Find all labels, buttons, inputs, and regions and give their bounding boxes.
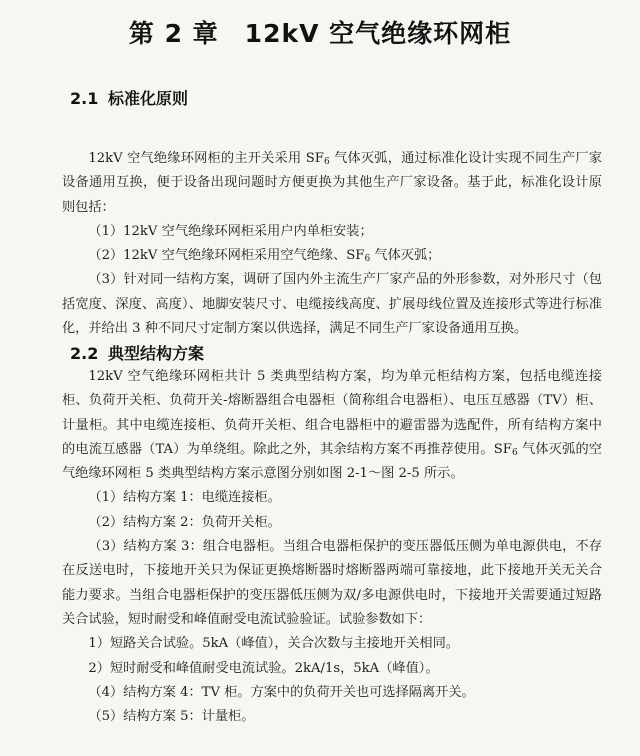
list-item: （4）结构方案 4：TV 柜。方案中的负荷开关也可选择隔离开关。 <box>88 684 475 700</box>
list-item: （1）12kV 空气绝缘环网柜采用户内单柜安装； <box>88 223 373 239</box>
chapter-number: 第 2 章 <box>128 19 219 48</box>
text-run: 气体灭弧，通过标准化设计实现不同生产厂家设备通用互换，便于设备出现问题时方便更换为其他生产厂家设备。基于此，标准化设计原则包括： <box>62 151 602 215</box>
section-2-1-heading <box>70 86 188 109</box>
section-title: 标准化原则 <box>108 89 189 108</box>
subscript: 6 <box>323 157 330 167</box>
section-2-2-body <box>62 365 602 729</box>
list-item: （2）结构方案 2：负荷开关柜。 <box>88 514 281 530</box>
list-item: （3）针对同一结构方案，调研了国内外主流生产厂家产品的外形参数，对外形尺寸（包括宽度、深度、高度）、地脚安装尺寸、电缆接线高度、扩展母线位置及连接形式等进行标准化，并给出 3 种不同尺寸定制方案以供选择，满足不同生产厂家设备通用互换。 <box>62 272 602 337</box>
text-run: 12kV 空气绝缘环网柜的主开关采用 SF <box>88 151 324 166</box>
section-number: 2.1 <box>70 89 99 108</box>
text-run: 12kV 空气绝缘环网柜共计 5 类典型结构方案，均为单元柜结构方案，包括电缆连接柜、负荷开关柜、负荷开关-熔断器组合电器柜（简称组合电器柜）、电压互感器（TV）柜、计量柜。其中电缆连接柜、负荷开关柜、组合电器柜中的避雷器为选配件，所有结构方案中的电流互感器（TA）为单绕组。除此之外，其余结构方案不再推荐使用。SF <box>62 369 602 457</box>
section-title: 典型结构方案 <box>108 344 205 363</box>
list-item <box>62 244 602 268</box>
sub-list-item: 2）短时耐受和峰值耐受电流试验。2kA/1s，5kA（峰值）。 <box>88 660 439 676</box>
paragraph <box>62 147 602 220</box>
text-run: 气体灭弧的空气绝缘环网柜 5 类典型结构方案示意图分别如图 2-1～图 2-5 所示。 <box>62 441 602 482</box>
text-run: 气体灭弧； <box>370 248 441 264</box>
list-item: （3）结构方案 3：组合电器柜。当组合电器柜保护的变压器低压侧为单电源供电，不存在反送电时，下接地开关只为保证更换熔断器时熔断器两端可靠接地，此下接地开关无关合能力要求。当组合电器柜保护的变压器低压侧为双/多电源供电时，下接地开关需要通过短路关合试验，短时耐受和峰值耐受电流试验验证。试验参数如下： <box>62 539 602 627</box>
section-2-2-heading <box>70 341 204 364</box>
chapter-name: 12kV 空气绝缘环网柜 <box>244 19 512 48</box>
list-item: （1）结构方案 1：电缆连接柜。 <box>88 490 281 506</box>
sub-list-item: 1）短路关合试验。5kA（峰值），关合次数与主接地开关相同。 <box>88 636 459 652</box>
subscript: 6 <box>364 254 371 265</box>
subscript: 6 <box>511 447 518 458</box>
text-run: （2）12kV 空气绝缘环网柜采用空气绝缘、SF <box>88 248 365 264</box>
chapter-title <box>0 14 640 50</box>
section-number: 2.2 <box>70 344 99 363</box>
paragraph <box>62 365 602 486</box>
section-2-1-body <box>62 147 602 341</box>
list-item: （5）结构方案 5：计量柜。 <box>88 709 255 725</box>
